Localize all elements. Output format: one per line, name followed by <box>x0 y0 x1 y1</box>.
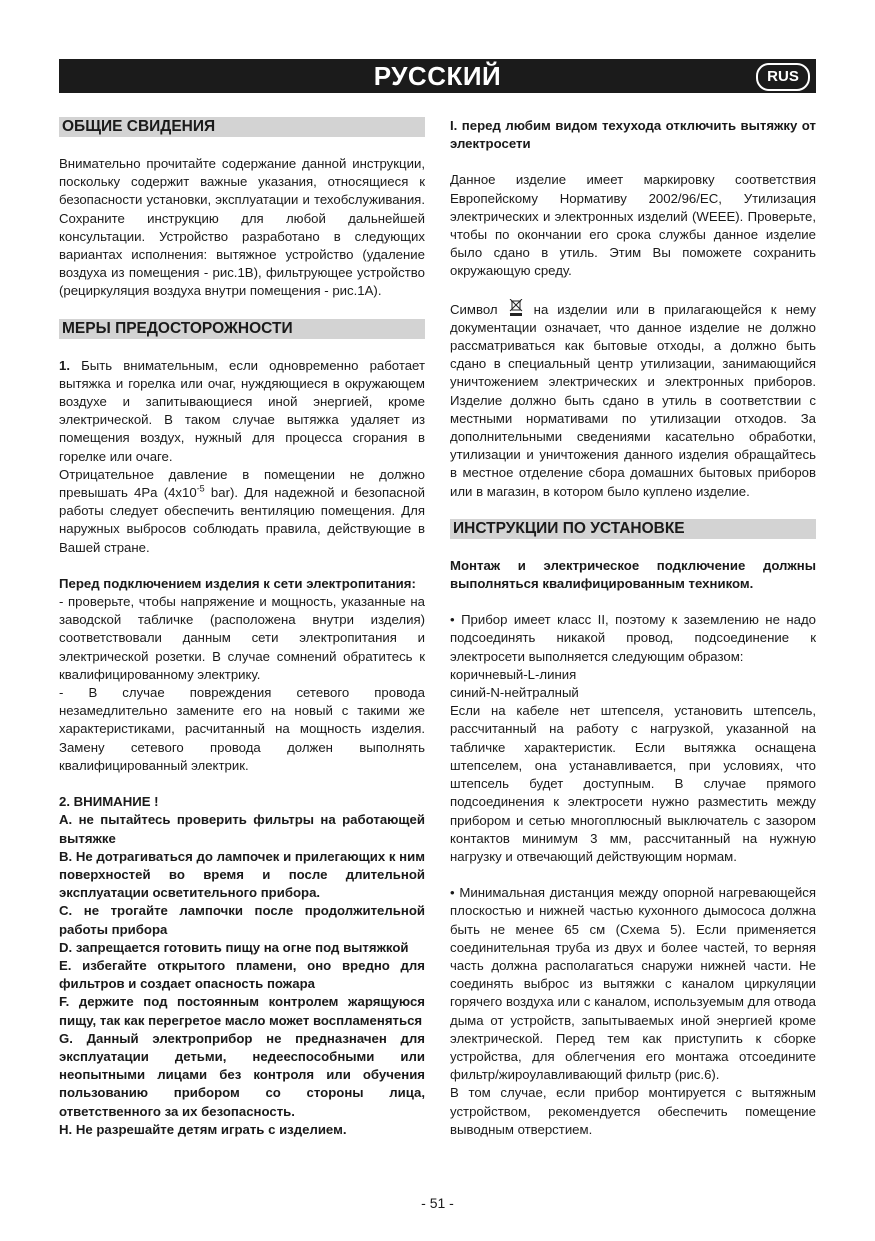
weee-symbol-text <box>450 299 816 501</box>
right-column <box>450 117 816 1139</box>
class-ii-text: • Прибор имеет класс II, поэтому к заземлению не надо подсоединять никакой провод, подсоединение к электросети выполняется следующим образом: <box>450 612 816 664</box>
precaution-1-text: Быть внимательным, если одновременно работает вытяжка и горелка или очаг, нуждяющиеся в окружающем воздухе и запитывающиеся иной энергией, кроме электрической. В таком случае вытяжка удаляет из помещения воздух, нужный для процесса сгорания в горелке или очаге. <box>59 357 425 464</box>
section-title-precautions: МЕРЫ ПРЕДОСТОРОЖНОСТИ <box>59 319 425 339</box>
warning-f: F. держите под постоянным контролем жарящуюся пищу, так как перегретое масло может воспламеняться <box>59 994 425 1028</box>
weee-text: Данное изделие имеет маркировку соответствия Европейскому Нормативу 2002/96/EC, Утилизация электрических и электронных изделий (WEEE). Проверьте, чтобы по окончании его срока службы данное изделие было сдано в утиль. Этим Вы поможете сохранить окружающую среду. <box>450 172 816 279</box>
warning-a: A. не пытайтесь проверить фильтры на работающей вытяжке <box>59 812 425 846</box>
before-connection-item-2: - В случае повреждения сетевого провода незамедлительно замените его на новый с такими же характеристиками, расчитанный на мощность изделия. Замену сетевого провода должен выполнять квалифицированный электрик. <box>59 685 425 773</box>
warning-b: B. Не дотрагиваться до лампочек и прилегающих к ним поверхностей во время и после длительной эксплуатации осветительного прибора. <box>59 848 425 901</box>
symbol-description: на изделии или в прилагающейся к нему документации означает, что данное изделие не должно рассматриваться как бытовые отходы, а должно быть сдано в специальный центр утилизации, занимающийся уничтожением электрических и электронных приборов. Изделие должно быть сдано в утиль в соответствии с местными нормативами по утилизации отходов. За дополнительными сведениями касательно обработки, утилизации и уничтожения данного изделия обращайтесь в местное отделение сбора домашних бытовых приборов или в магазин, в котором было куплено изделие. <box>450 301 817 499</box>
general-info-text: Внимательно прочитайте содержание данной инструкции, поскольку содержит важные указания, относящиеся к безопасности установки, эксплуатации и техобслуживания. Сохраните инструкцию для любой дальнейшей консультации. Устройство разработано в следующих вариантах исполнения: вытяжное устройство (удаление воздуха из помещения - рис.1B), фильтрующее устройство (рециркуляция воздуха внутри помещения - рис.1A). <box>59 156 425 299</box>
language-title: РУССКИЙ <box>373 61 502 91</box>
precaution-1-number: 1. <box>59 357 70 373</box>
section-title-general-info: ОБЩИЕ СВИДЕНИЯ <box>59 117 425 137</box>
language-code-badge: RUS <box>756 63 810 91</box>
plug-text: Если на кабеле нет штепселя, установить штепсель, рассчитанный на работу с нагрузкой, указанной на табличке характеристик. Если вытяжка оснащена штепселем, она устанавливается, при условиях, что штепсель будет доступным. В случае прямого подсоединения к электросети нужно разместить между прибором и сетью многоплюсный выключатель с зазором контактов минимум 3 мм, рассчитанный на нужную нагрузку и отвечающий действующим нормам. <box>450 703 816 864</box>
exponent: -5 <box>196 483 205 494</box>
pressure-text: Отрицательное давление в помещении не должно превышать 4Pa ($4x10^{-5}$ bar). Для надежной и безопасной работы следует обеспечить вентиляцию помещения. Для наружных выбросов соблюдать правила, действующие в Вашей стране. <box>59 466 425 555</box>
section-title-installation: ИНСТРУКЦИИ ПО УСТАНОВКЕ <box>450 519 816 539</box>
warning-g: G. Данный электроприбор не предназначен для эксплуатации детьми, недееспособными или неопытными лицами без контроля или обучения пользованию прибором со стороны лица, ответственного за их безопасность. <box>59 1030 425 1119</box>
before-connection-title: Перед подключением изделия к сети электропитания: <box>59 575 416 591</box>
warning-c: C. не трогайте лампочки после продолжительной работы прибора <box>59 903 425 937</box>
warning-d: D. запрещается готовить пищу на огне под вытяжкой <box>59 939 409 955</box>
vent-text: В том случае, если прибор монтируется с вытяжным устройством, рекомендуется обеспечить помещение выводным отверстием. <box>450 1085 816 1137</box>
crossed-bin-icon <box>509 299 523 317</box>
warning-title: 2. ВНИМАНИЕ ! <box>59 794 159 810</box>
warning-i: I. перед любим видом техухода отключить вытяжку от электросети <box>450 118 816 152</box>
symbol-word: Символ <box>450 301 498 317</box>
before-connection-item-1: - проверьте, чтобы напряжение и мощность, указанные на заводской табличке (расположена внутри изделия) соответствовали данным сети электропитания и электрической розетки. В случае сомнений обратитесь к квалифицированному электрику. <box>59 594 425 682</box>
wire-blue: синий-N-нейтралный <box>450 685 579 701</box>
distance-text: • Минимальная дистанция между опорной нагревающейся плоскостью и нижней частью кухонного дымососа должна быть не менее 65 см (Схема 5). Если применяется соединительная труба из двух и более частей, то верняя часть должна располагаться снаружи нижней части. Не соединять выброс из вытяжки с каналом циркуляции горячего воздуха или с каналом, используемым для отвода дыма от устройств, запытываемых иной энергией кроме электрической. Перед тем как приступить к сборке устройства, для облегчения его монтажа отсоедините фильтр/жироулавливающий фильтр (рис.6). <box>450 885 816 1083</box>
left-column <box>59 117 425 1139</box>
warning-h: H. Не разрешайте детям играть с изделием. <box>59 1121 347 1137</box>
wire-brown: коричневый-L-линия <box>450 666 577 682</box>
language-banner <box>59 59 816 93</box>
warning-e: E. избегайте открытого пламени, оно вредно для фильтров и создает опасность пожара <box>59 957 425 992</box>
precaution-1 <box>59 357 425 466</box>
installation-note: Монтаж и электрическое подключение должны выполняться квалифицированным техником. <box>450 557 816 592</box>
page-number: - 51 - <box>421 1195 454 1211</box>
